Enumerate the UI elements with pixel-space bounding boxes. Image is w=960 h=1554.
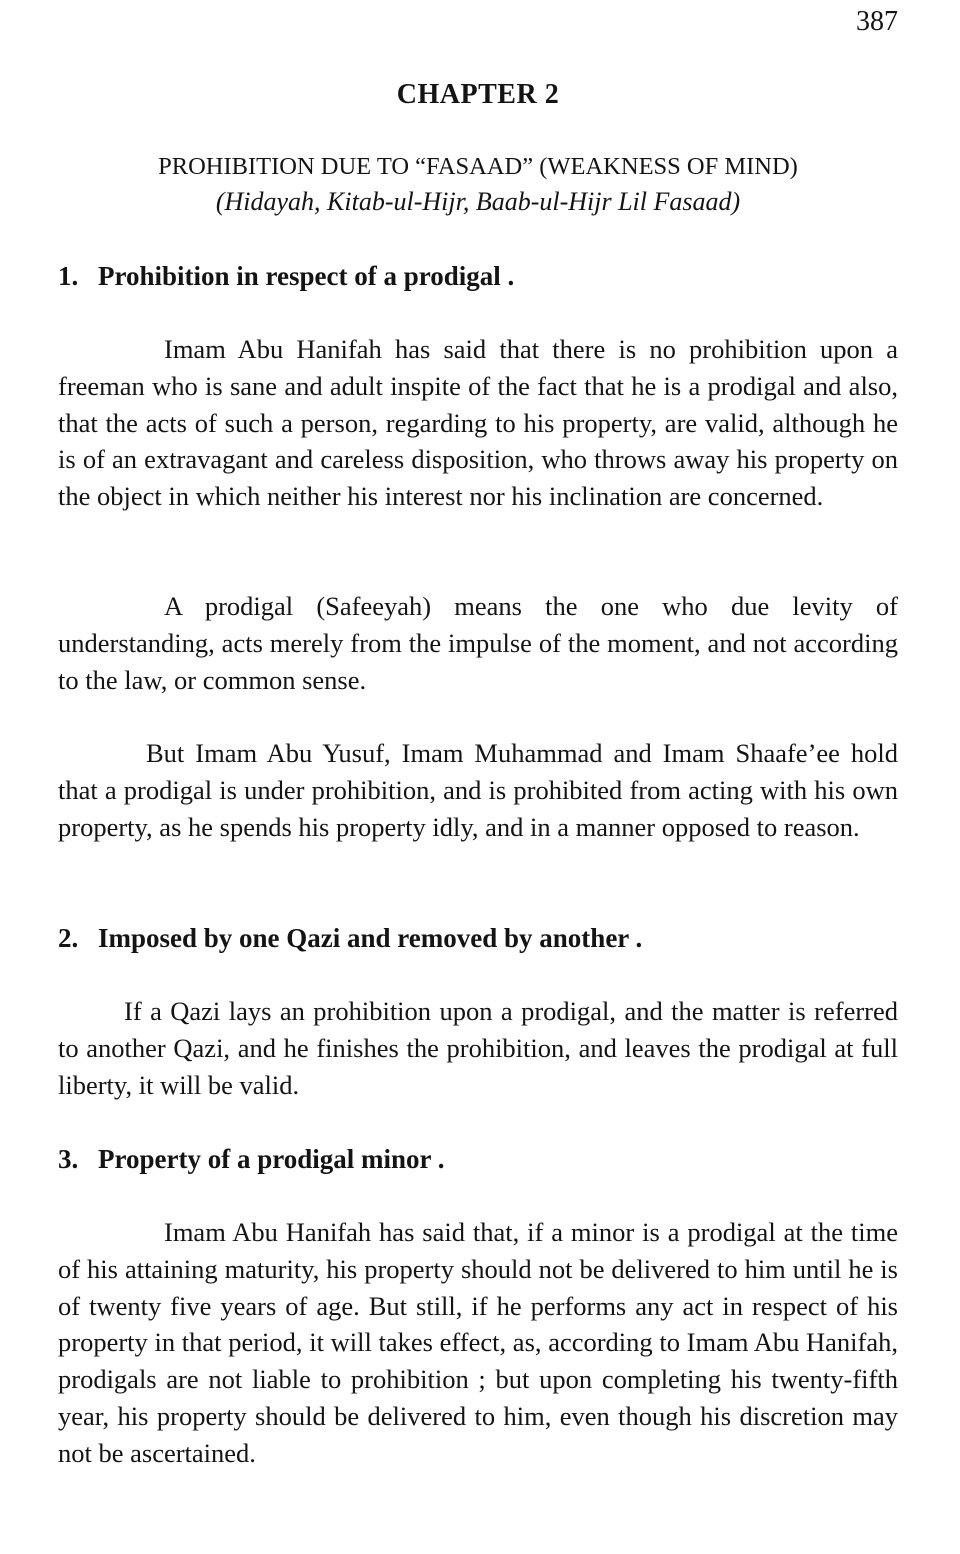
section-heading-3 bbox=[58, 1141, 898, 1177]
section-number: 2. bbox=[58, 923, 79, 953]
paragraph: Imam Abu Hanifah has said that, if a minor is a prodigal at the time of his attaining maturity, his property should not be delivered to him until he is of twenty five years of age. But still, if he performs any act in respect of his property in that period, it will takes effect, as, according to Imam Abu Hanifah, prodigals are not liable to prohibition ; but upon completing his twenty-fifth year, his property should be delivered to him, even though his discretion may not be ascertained. bbox=[58, 1217, 898, 1468]
paragraph: A prodigal (Safeeyah) means the one who due levity of understanding, acts merely from the impulse of the moment, and not according to the law, or common sense. bbox=[58, 591, 898, 695]
section-number: 1. bbox=[58, 261, 79, 291]
chapter-subtitle: PROHIBITION DUE TO “FASAAD” (WEAKNESS OF MIND) bbox=[158, 153, 798, 180]
page-number: 387 bbox=[856, 6, 898, 37]
paragraph: If a Qazi lays an prohibition upon a prodigal, and the matter is referred to another Qazi, and he finishes the prohibition, and leaves the prodigal at full liberty, it will be valid. bbox=[58, 996, 898, 1100]
section-title: Property of a prodigal minor . bbox=[98, 1144, 445, 1174]
section-title: Imposed by one Qazi and removed by another . bbox=[98, 923, 643, 953]
paragraph: Imam Abu Hanifah has said that there is no prohibition upon a freeman who is sane and adult inspite of the fact that he is a prodigal and also, that the acts of such a person, regarding to his property, are valid, although he is of an extravagant and careless disposition, who throws away his property on the object in which neither his interest nor his inclination are concerned. bbox=[58, 334, 898, 512]
section-heading-1 bbox=[58, 258, 898, 294]
section-title: Prohibition in respect of a prodigal . bbox=[98, 261, 515, 291]
section-heading-2 bbox=[58, 920, 898, 956]
chapter-source-citation: (Hidayah, Kitab-ul-Hijr, Baab-ul-Hijr Lil Fasaad) bbox=[215, 187, 741, 216]
chapter-title: CHAPTER 2 bbox=[396, 79, 560, 110]
paragraph: But Imam Abu Yusuf, Imam Muhammad and Imam Shaafe’ee hold that a prodigal is under prohibition, and is prohibited from acting with his own property, as he spends his property idly, and in a manner opposed to reason. bbox=[58, 738, 898, 842]
section-number: 3. bbox=[58, 1144, 79, 1174]
